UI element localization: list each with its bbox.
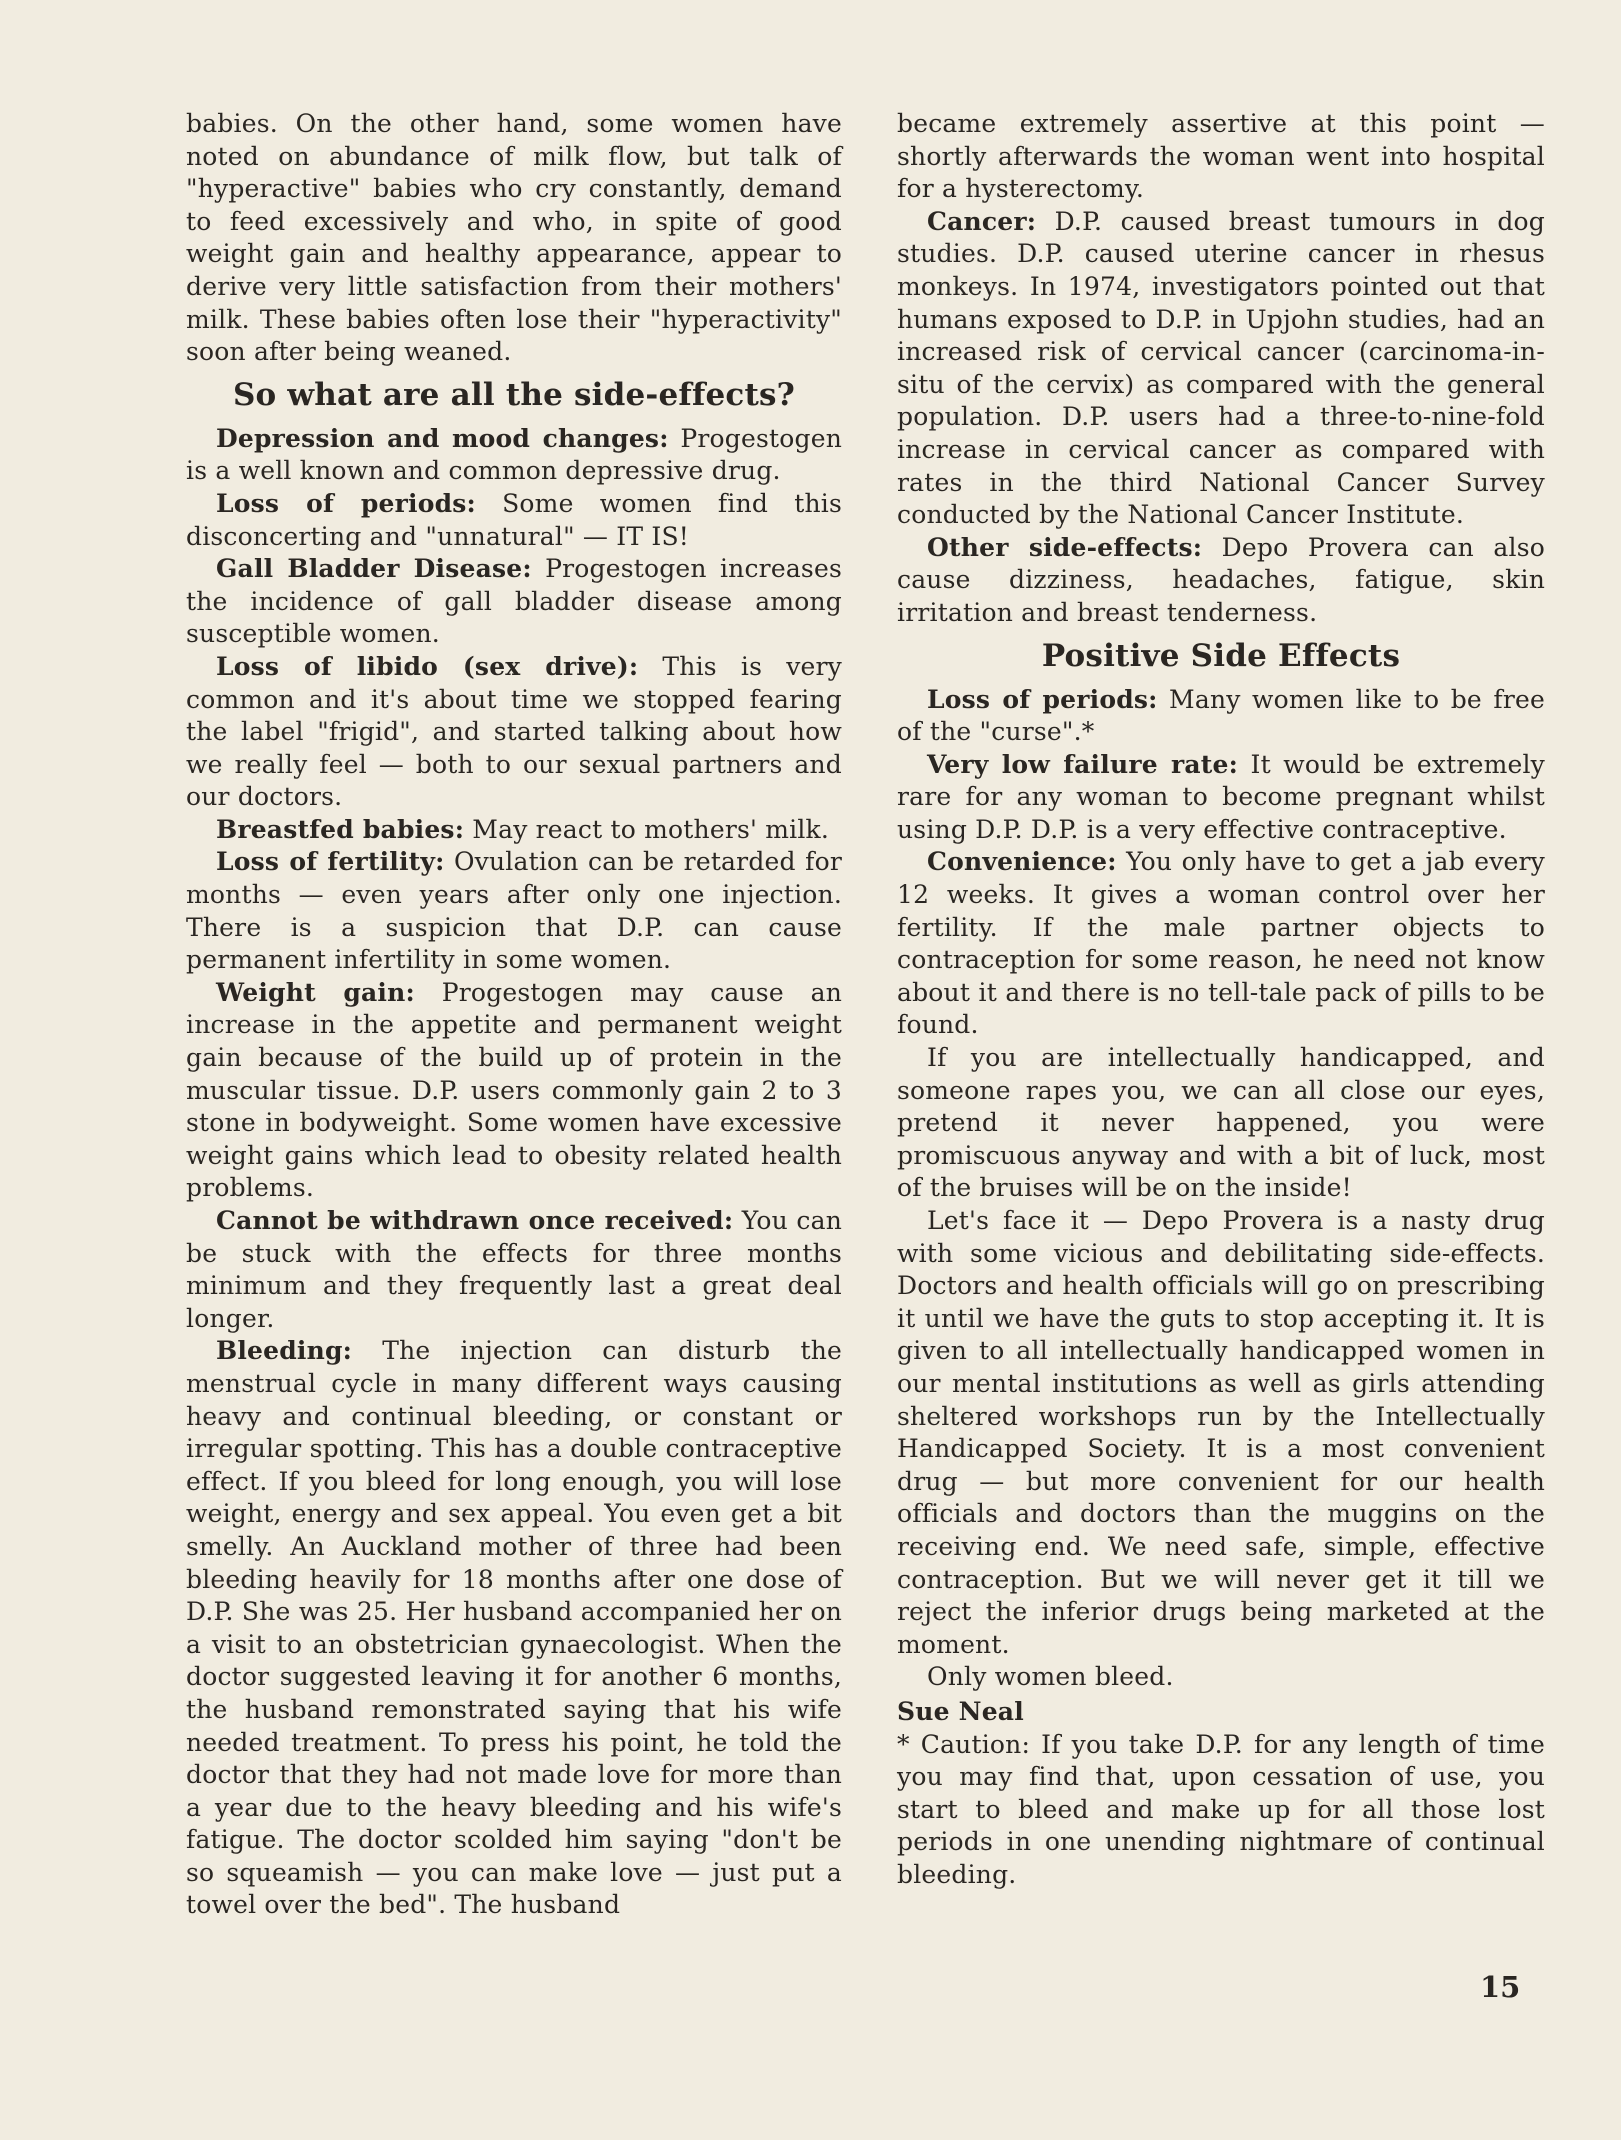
item-text: Progestogen may cause an increase in the appetite and permanent weight gain because of the build up of protein in the muscular tissue. D.P. users commonly gain 2 to 3 stone in bodyweight. Some women have excessive weight gains which lead to obesity related health problems. — [186, 977, 842, 1203]
side-effect-item — [186, 1205, 842, 1335]
item-text: Depo Provera can also cause dizziness, headaches, fatigue, skin irritation and breast tenderness. — [897, 532, 1545, 627]
footnote: * Caution: If you take D.P. for any length of time you may find that, upon cessation of use, you start to bleed and make up for all those lost periods in one unending nightmare of continual bleeding. — [897, 1729, 1545, 1889]
item-label: Breastfed babies: — [216, 814, 465, 844]
item-text: D.P. caused breast tumours in dog studies. D.P. caused uterine cancer in rhesus monkeys. In 1974, investigators pointed out that humans exposed to D.P. in Upjohn studies, had an increased risk of cervical cancer (carcinoma-in-situ of the cervix) as compared with the general population. D.P. users had a three-to-nine-fold increase in cervical cancer as compared with rates in the third National Cancer Survey conducted by the National Cancer Institute. — [897, 206, 1545, 530]
left-column — [186, 108, 842, 1922]
side-effect-item — [186, 553, 842, 651]
item-label: Cannot be withdrawn once received: — [216, 1206, 734, 1235]
item-text: You only have to get a jab every 12 weeks. It gives a woman control over her fertility. If the male partner objects to contraception for some reason, he need not know about it and there is no tell-tale pack of pills to be found. — [897, 847, 1545, 1040]
side-effect-item — [186, 651, 842, 814]
item-label: Loss of fertility: — [216, 847, 445, 877]
side-effect-item — [186, 814, 842, 847]
body-paragraph: If you are intellectually handicapped, and someone rapes you, we can all close our eyes, pretend it never happened, you were promiscuous anyway and with a bit of luck, most of the bruises will be on the inside! — [897, 1043, 1545, 1203]
item-label: Loss of libido (sex drive): — [216, 651, 639, 681]
item-text: May react to mothers' milk. — [464, 814, 830, 844]
item-label: Very low failure rate: — [927, 749, 1239, 779]
item-label: Bleeding: — [216, 1336, 353, 1366]
positive-effect-item — [897, 749, 1545, 847]
positive-effect-item — [897, 846, 1545, 1042]
item-text: You can be stuck with the effects for three months minimum and they frequently last a great deal longer. — [186, 1206, 842, 1333]
item-label: Loss of periods: — [216, 488, 476, 518]
page-number: 15 — [1480, 1970, 1521, 2004]
side-effect-item — [186, 1335, 842, 1922]
item-label: Other side-effects: — [927, 532, 1203, 562]
item-text: Ovulation can be retarded for months — even years after only one injection. There is a suspicion that D.P. can cause permanent infertility in some women. — [186, 847, 842, 975]
item-text: It would be extremely rare for any woman to become pregnant whilst using D.P. D.P. is a very effective contraceptive. — [897, 749, 1545, 844]
item-text: Some women find this disconcerting and "unnatural" — IT IS! — [186, 488, 842, 551]
item-label: Loss of periods: — [927, 684, 1158, 714]
item-label: Gall Bladder Disease: — [216, 554, 532, 584]
item-text: Many women like to be free of the "curse".* — [897, 684, 1545, 747]
side-effect-item — [897, 532, 1545, 630]
side-effect-item — [186, 846, 842, 976]
side-effect-item — [186, 977, 842, 1205]
item-text: Progestogen is a well known and common depressive drug. — [186, 423, 842, 486]
item-label: Cancer: — [927, 206, 1037, 236]
author-signature: Sue Neal — [897, 1696, 1024, 1726]
positive-effect-item — [897, 684, 1545, 749]
item-label: Depression and mood changes: — [216, 423, 669, 453]
body-paragraph: Let's face it — Depo Provera is a nasty drug with some vicious and debilitating side-effects. Doctors and health officials will go on prescribing it until we have the guts to stop accepting it. It is given to all intellectually handicapped women in our mental institutions as well as girls attending sheltered workshops run by the Intellectually Handicapped Society. It is a most convenient drug — but more convenient for our health officials and doctors than the muggins on the receiving end. We need safe, simple, effective contraception. But we will never get it till we reject the inferior drugs being marketed at the moment. — [897, 1206, 1545, 1659]
closing-line: Only women bleed. — [927, 1662, 1174, 1692]
side-effect-item — [897, 206, 1545, 532]
item-label: Convenience: — [927, 847, 1117, 877]
positive-effects-heading: Positive Side Effects — [1041, 637, 1401, 674]
right-column — [897, 108, 1545, 1891]
item-text: The injection can disturb the menstrual cycle in many different ways causing heavy and continual bleeding, or constant or irregular spotting. This has a double contraceptive effect. If you bleed for long enough, you will lose weight, energy and sex appeal. You even get a bit smelly. An Auckland mother of three had been bleeding heavily for 18 months after one dose of D.P. She was 25. Her husband accompanied her on a visit to an obstetrician gynaecologist. When the doctor suggested leaving it for another 6 months, the husband remonstrated saying that his wife needed treatment. To press his point, he told the doctor that they had not made love for more than a year due to the heavy bleeding and his wife's fatigue. The doctor scolded him saying "don't be so squeamish — you can make love — just put a towel over the bed". The husband — [186, 1336, 842, 1920]
side-effect-item — [186, 423, 842, 488]
intro-paragraph: babies. On the other hand, some women have noted on abundance of milk flow, but talk of "hyperactive" babies who cry constantly, demand to feed excessively and who, in spite of good weight gain and healthy appearance, appear to derive very little satisfaction from their mothers' milk. These babies often lose their "hyperactivity" soon after being weaned. — [186, 109, 842, 367]
item-text: Progestogen increases the incidence of gall bladder disease among susceptible women. — [186, 554, 842, 649]
item-label: Weight gain: — [216, 977, 415, 1007]
side-effects-heading: So what are all the side-effects? — [232, 376, 796, 413]
continued-paragraph: became extremely assertive at this point — shortly afterwards the woman went into hospital for a hysterectomy. — [897, 109, 1545, 204]
item-text: This is very common and it's about time we stopped fearing the label "frigid", and started talking about how we really feel — both to our sexual partners and our doctors. — [186, 651, 843, 812]
side-effect-item — [186, 488, 842, 553]
